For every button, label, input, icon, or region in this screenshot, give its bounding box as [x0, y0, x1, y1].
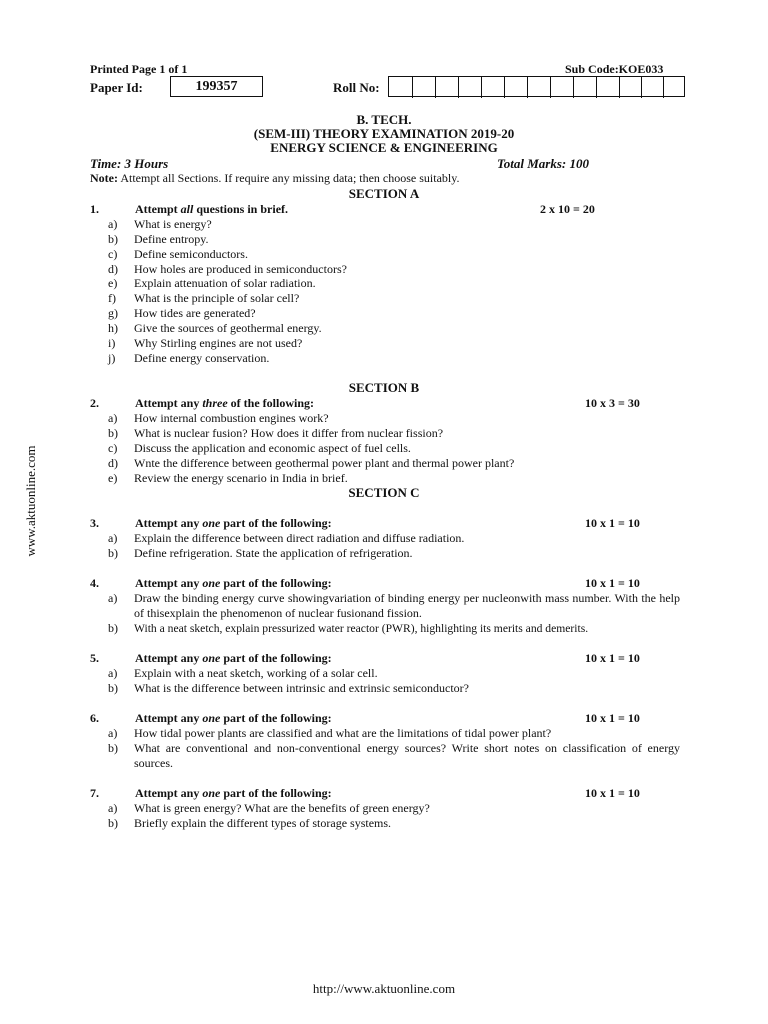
roll-no-cell[interactable]: [663, 77, 685, 98]
item-text: Draw the binding energy curve showingvariation of binding energy per nucleonwith mass number. With the help of thisexplain the phenomenon of nuclear fusionand fission.: [134, 591, 680, 620]
item-label: d): [108, 262, 118, 276]
question-7-instruction: [135, 786, 332, 801]
item-label: b): [108, 426, 118, 440]
item-label: c): [108, 441, 118, 455]
instruction-text: part of the following:: [220, 711, 332, 725]
instruction-emphasis: one: [202, 651, 221, 665]
item-label: i): [108, 336, 116, 350]
total-marks-label: Total Marks: 100: [497, 156, 589, 171]
item-label: b): [108, 741, 118, 755]
subject-code: Sub Code:KOE033: [565, 62, 664, 76]
item-label: b): [108, 232, 118, 246]
roll-no-cell[interactable]: [504, 77, 527, 98]
item-text: How tidal power plants are classified and what are the limitations of tidal power plant?: [134, 726, 552, 740]
question-7-number: 7.: [90, 786, 99, 800]
roll-no-cell[interactable]: [527, 77, 550, 98]
item-label: a): [108, 217, 118, 231]
question-3-number: 3.: [90, 516, 99, 530]
item-text: Define entropy.: [134, 232, 209, 246]
note-label: Note:: [90, 171, 118, 185]
item-text: Define energy conservation.: [134, 351, 270, 365]
item-label: f): [108, 291, 116, 305]
roll-no-cell[interactable]: [435, 77, 458, 98]
instruction-text: part of the following:: [220, 786, 332, 800]
question-4-marks: 10 x 1 = 10: [585, 576, 640, 590]
instruction-text: Attempt: [135, 202, 181, 216]
question-item: [108, 741, 680, 771]
subject-title: ENERGY SCIENCE & ENGINEERING: [270, 140, 498, 155]
item-label: d): [108, 456, 118, 470]
question-item: [108, 591, 680, 621]
item-text: Define refrigeration. State the application of refrigeration.: [134, 546, 413, 560]
instruction-text: part of the following:: [220, 576, 332, 590]
item-text: How internal combustion engines work?: [134, 411, 329, 425]
question-1-marks: 2 x 10 = 20: [540, 202, 595, 216]
item-label: a): [108, 726, 118, 740]
roll-no-cell[interactable]: [481, 77, 504, 98]
item-text: Explain the difference between direct radiation and diffuse radiation.: [134, 531, 465, 545]
paper-id-box: 199357: [170, 76, 263, 97]
instruction-text: part of the following:: [220, 651, 332, 665]
item-text: Define semiconductors.: [134, 247, 248, 261]
instruction-emphasis: one: [202, 576, 221, 590]
instruction-text: part of the following:: [220, 516, 332, 530]
item-label: a): [108, 411, 118, 425]
question-5-instruction: [135, 651, 332, 666]
instruction-emphasis: one: [202, 786, 221, 800]
item-text: With a neat sketch, explain pressurized water reactor (PWR), highlighting its merits and demerits.: [134, 622, 589, 635]
roll-no-cell[interactable]: [458, 77, 481, 98]
roll-no-cell[interactable]: [412, 77, 435, 98]
item-label: b): [108, 546, 118, 560]
question-6-number: 6.: [90, 711, 99, 725]
question-4-instruction: [135, 576, 332, 591]
question-2-marks: 10 x 3 = 30: [585, 396, 640, 410]
instruction-emphasis: three: [202, 396, 228, 410]
question-5-number: 5.: [90, 651, 99, 665]
instruction-text: questions in brief.: [193, 202, 289, 216]
item-label: a): [108, 591, 118, 605]
degree-title: B. TECH.: [356, 112, 412, 127]
instruction-text: Attempt any: [135, 651, 203, 665]
item-text: Review the energy scenario in India in brief.: [134, 471, 348, 485]
item-label: b): [108, 681, 118, 695]
item-text: Explain with a neat sketch, working of a solar cell.: [134, 666, 378, 680]
item-text: What is the principle of solar cell?: [134, 291, 300, 305]
item-label: a): [108, 801, 118, 815]
time-label: Time: 3 Hours: [90, 156, 169, 171]
item-text: How holes are produced in semiconductors?: [134, 262, 347, 276]
item-label: b): [108, 816, 118, 830]
question-1-number: 1.: [90, 202, 99, 216]
item-text: Why Stirling engines are not used?: [134, 336, 303, 350]
item-label: g): [108, 306, 118, 320]
instruction-text: Attempt any: [135, 576, 203, 590]
question-4-number: 4.: [90, 576, 99, 590]
instruction-emphasis: one: [202, 711, 221, 725]
item-text: What is the difference between intrinsic and extrinsic semiconductor?: [134, 681, 469, 695]
item-text: What is green energy? What are the benefits of green energy?: [134, 801, 430, 815]
question-5-marks: 10 x 1 = 10: [585, 651, 640, 665]
item-text: How tides are generated?: [134, 306, 256, 320]
item-text: Discuss the application and economic aspect of fuel cells.: [134, 441, 411, 455]
item-text: Wnte the difference between geothermal power plant and thermal power plant?: [134, 456, 515, 470]
roll-no-cell[interactable]: [573, 77, 596, 98]
instruction-text: Attempt any: [135, 516, 203, 530]
question-6-instruction: [135, 711, 332, 726]
item-label: e): [108, 276, 118, 290]
question-1-instruction: [135, 202, 288, 217]
item-label: j): [108, 351, 116, 365]
item-text: Give the sources of geothermal energy.: [134, 321, 322, 335]
item-text: What are conventional and non-conventional energy sources? Write short notes on classification of energy sources.: [134, 741, 680, 770]
note: [90, 171, 459, 186]
question-3-marks: 10 x 1 = 10: [585, 516, 640, 530]
printed-page-label: Printed Page 1 of 1: [90, 62, 188, 76]
item-text: What is energy?: [134, 217, 212, 231]
instruction-text: of the following:: [227, 396, 314, 410]
footer-url[interactable]: http://www.aktuonline.com: [312, 981, 456, 996]
question-7-marks: 10 x 1 = 10: [585, 786, 640, 800]
question-6-marks: 10 x 1 = 10: [585, 711, 640, 725]
roll-no-cell[interactable]: [641, 77, 663, 98]
question-2-number: 2.: [90, 396, 99, 410]
item-label: a): [108, 666, 118, 680]
paper-id-label: Paper Id:: [90, 80, 143, 95]
instruction-text: Attempt any: [135, 711, 203, 725]
section-a-heading: SECTION A: [348, 186, 420, 201]
roll-no-boxes[interactable]: [388, 76, 685, 97]
roll-no-cell[interactable]: [389, 77, 412, 98]
exam-title: (SEM-III) THEORY EXAMINATION 2019-20: [253, 126, 515, 141]
instruction-emphasis: all: [180, 202, 194, 216]
roll-no-cell[interactable]: [550, 77, 573, 98]
item-text: What is nuclear fusion? How does it differ from nuclear fission?: [134, 426, 444, 440]
instruction-text: Attempt any: [135, 786, 203, 800]
instruction-text: Attempt any: [135, 396, 203, 410]
item-label: c): [108, 247, 118, 261]
instruction-emphasis: one: [202, 516, 221, 530]
roll-no-cell[interactable]: [596, 77, 619, 98]
roll-no-cell[interactable]: [619, 77, 641, 98]
item-label: h): [108, 321, 118, 335]
question-3-instruction: [135, 516, 332, 531]
item-label: a): [108, 531, 118, 545]
section-c-heading: SECTION C: [348, 485, 420, 500]
section-b-heading: SECTION B: [348, 380, 420, 395]
roll-no-label: Roll No:: [333, 80, 380, 95]
question-2-instruction: [135, 396, 314, 411]
item-text: Explain attenuation of solar radiation.: [134, 276, 316, 290]
item-label: e): [108, 471, 118, 485]
note-text: Attempt all Sections. If require any missing data; then choose suitably.: [120, 171, 460, 185]
item-label: b): [108, 621, 118, 635]
item-text: Briefly explain the different types of storage systems.: [134, 816, 392, 830]
side-watermark: www.aktuonline.com: [23, 445, 38, 557]
